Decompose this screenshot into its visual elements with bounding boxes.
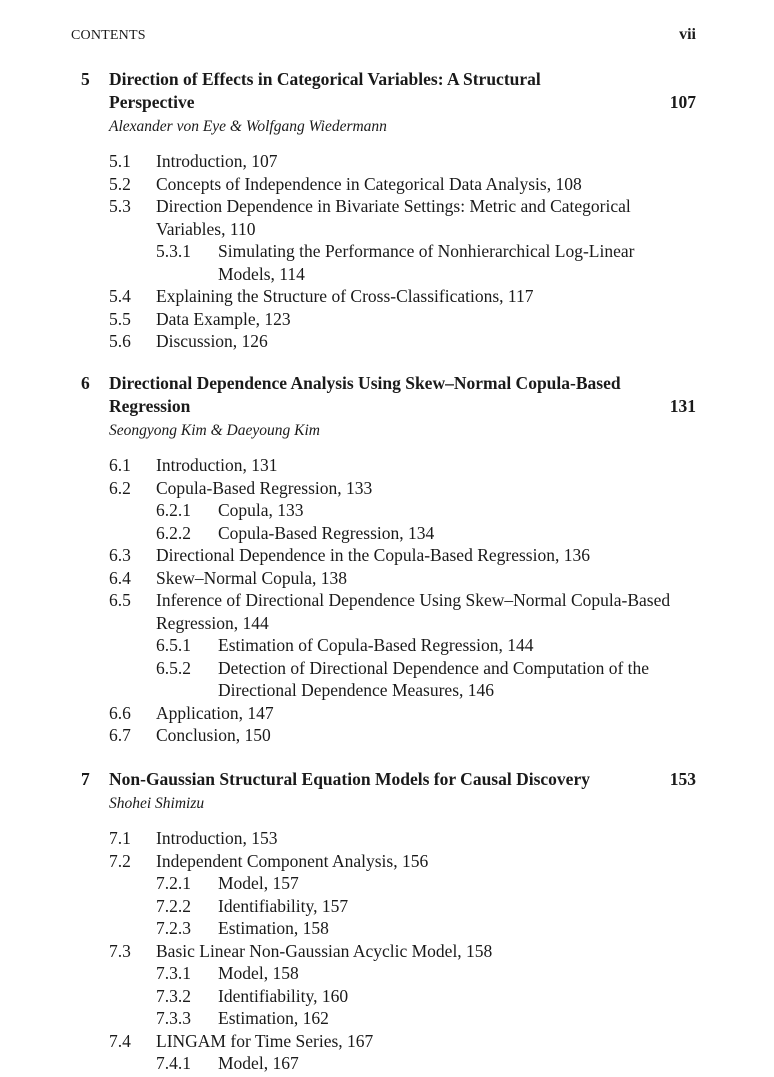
section-title: Explaining the Structure of Cross-Classifications, 117	[156, 286, 534, 306]
section-number: 7.2.3	[156, 918, 191, 938]
section-number: 5.1	[109, 151, 131, 171]
section-title: Inference of Directional Dependence Using Skew–Normal Copula-Based Regression, 144	[156, 590, 671, 633]
section-number: 5.3.1	[156, 241, 191, 261]
section-title: Model, 158	[218, 963, 299, 983]
toc-subentry[interactable]	[81, 634, 696, 657]
section-title: Directional Dependence in the Copula-Based Regression, 136	[156, 545, 590, 565]
toc-subentry[interactable]	[81, 1052, 696, 1075]
toc-entry[interactable]	[81, 544, 696, 567]
section-title: Copula-Based Regression, 134	[218, 522, 435, 543]
page-number: vii	[679, 26, 696, 43]
section-number: 7.2.2	[156, 895, 191, 916]
section-number: 5.5	[109, 308, 131, 329]
section-title: Model, 157	[218, 873, 299, 893]
section-title: Conclusion, 150	[156, 725, 271, 745]
chapter-5	[81, 68, 696, 353]
section-number: 7.4.1	[156, 1053, 191, 1073]
toc-entry[interactable]	[81, 724, 696, 747]
section-title: Independent Component Analysis, 156	[156, 850, 429, 871]
running-head	[71, 26, 696, 44]
section-list	[81, 150, 696, 353]
chapter-6	[81, 372, 696, 747]
section-title: Estimation of Copula-Based Regression, 144	[218, 635, 534, 655]
section-title: Copula-Based Regression, 133	[156, 477, 373, 498]
toc-entry[interactable]	[81, 285, 696, 308]
section-number: 5.6	[109, 331, 131, 351]
toc-entry[interactable]	[81, 454, 696, 477]
toc-subentry[interactable]	[81, 499, 696, 522]
chapter-authors: Alexander von Eye & Wolfgang Wiedermann	[109, 118, 387, 135]
toc-subentry[interactable]	[81, 872, 696, 895]
section-title: Basic Linear Non-Gaussian Acyclic Model, 158	[156, 940, 493, 961]
toc-entry[interactable]	[81, 940, 696, 963]
toc-entry[interactable]	[81, 702, 696, 725]
running-head-title: CONTENTS	[71, 28, 146, 43]
section-title: LINGAM for Time Series, 167	[156, 1030, 374, 1051]
toc-entry[interactable]	[81, 195, 696, 240]
section-title: Introduction, 153	[156, 828, 278, 848]
section-title: Estimation, 162	[218, 1008, 329, 1028]
chapter-page: 153	[669, 769, 696, 789]
section-title: Application, 147	[156, 702, 274, 723]
section-title: Direction Dependence in Bivariate Settings: Metric and Categorical Variables, 110	[156, 196, 631, 239]
section-number: 6.3	[109, 545, 131, 565]
toc-entry[interactable]	[81, 589, 696, 634]
section-title: Simulating the Performance of Nonhierarchical Log-Linear Models, 114	[218, 241, 635, 284]
section-title: Data Example, 123	[156, 308, 291, 329]
section-number: 7.3.1	[156, 963, 191, 983]
chapter-title: Directional Dependence Analysis Using Skew–Normal Copula-Based Regression	[109, 373, 621, 416]
section-number: 7.3.3	[156, 1008, 191, 1028]
chapter-number: 7	[81, 769, 90, 789]
section-list	[81, 454, 696, 747]
section-title: Identifiability, 160	[218, 985, 349, 1006]
section-number: 6.2.1	[156, 500, 191, 520]
section-number: 7.2	[109, 850, 131, 871]
section-number: 7.4	[109, 1030, 131, 1051]
section-title: Detection of Directional Dependence and Computation of the Directional Dependence Measures, 146	[218, 657, 650, 700]
toc-entry[interactable]	[81, 308, 696, 331]
toc-subentry[interactable]	[81, 657, 696, 702]
section-title: Introduction, 131	[156, 455, 278, 475]
toc-entry[interactable]	[81, 567, 696, 590]
toc-subentry[interactable]	[81, 985, 696, 1008]
section-title: Identifiability, 157	[218, 895, 349, 916]
toc-subentry[interactable]	[81, 962, 696, 985]
section-title: Estimation, 158	[218, 918, 329, 938]
section-number: 5.3	[109, 196, 131, 216]
section-title: Copula, 133	[218, 500, 304, 520]
section-number: 6.6	[109, 702, 131, 723]
section-list	[81, 827, 696, 1075]
section-number: 6.4	[109, 567, 131, 588]
chapter-number: 6	[81, 373, 90, 393]
section-number: 6.7	[109, 725, 131, 745]
toc-entry[interactable]	[81, 150, 696, 173]
chapter-page: 131	[669, 396, 696, 416]
section-number: 5.2	[109, 173, 131, 194]
section-number: 6.5.2	[156, 657, 191, 678]
section-number: 7.3.2	[156, 985, 191, 1006]
toc-entry[interactable]	[81, 827, 696, 850]
chapter-heading[interactable]	[81, 372, 696, 418]
toc-subentry[interactable]	[81, 522, 696, 545]
section-number: 5.4	[109, 286, 131, 306]
toc-subentry[interactable]	[81, 895, 696, 918]
section-title: Introduction, 107	[156, 151, 278, 171]
chapter-7	[81, 768, 696, 1075]
section-title: Skew–Normal Copula, 138	[156, 567, 348, 588]
section-title: Model, 167	[218, 1053, 299, 1073]
section-number: 7.3	[109, 940, 131, 961]
toc-subentry[interactable]	[81, 240, 696, 285]
toc-entry[interactable]	[81, 330, 696, 353]
section-title: Discussion, 126	[156, 331, 268, 351]
section-number: 6.5	[109, 590, 131, 610]
toc-entry[interactable]	[81, 850, 696, 873]
section-number: 6.2.2	[156, 522, 191, 543]
chapter-heading[interactable]	[81, 768, 696, 791]
section-number: 7.2.1	[156, 873, 191, 893]
chapter-page: 107	[669, 92, 696, 112]
chapter-title: Non-Gaussian Structural Equation Models for Causal Discovery	[109, 769, 590, 789]
toc-subentry[interactable]	[81, 917, 696, 940]
chapter-title: Direction of Effects in Categorical Variables: A Structural Perspective	[109, 69, 541, 112]
section-title: Concepts of Independence in Categorical Data Analysis, 108	[156, 173, 582, 194]
section-number: 6.1	[109, 455, 131, 475]
toc-entry[interactable]	[81, 477, 696, 500]
section-number: 6.5.1	[156, 635, 191, 655]
chapter-heading[interactable]	[81, 68, 696, 114]
section-number: 6.2	[109, 477, 131, 498]
section-number: 7.1	[109, 828, 131, 848]
chapter-authors: Seongyong Kim & Daeyoung Kim	[109, 422, 320, 439]
chapter-authors: Shohei Shimizu	[109, 795, 205, 812]
toc-entry[interactable]	[81, 1030, 696, 1053]
toc-entry[interactable]	[81, 173, 696, 196]
toc-subentry[interactable]	[81, 1007, 696, 1030]
chapter-number: 5	[81, 69, 90, 89]
